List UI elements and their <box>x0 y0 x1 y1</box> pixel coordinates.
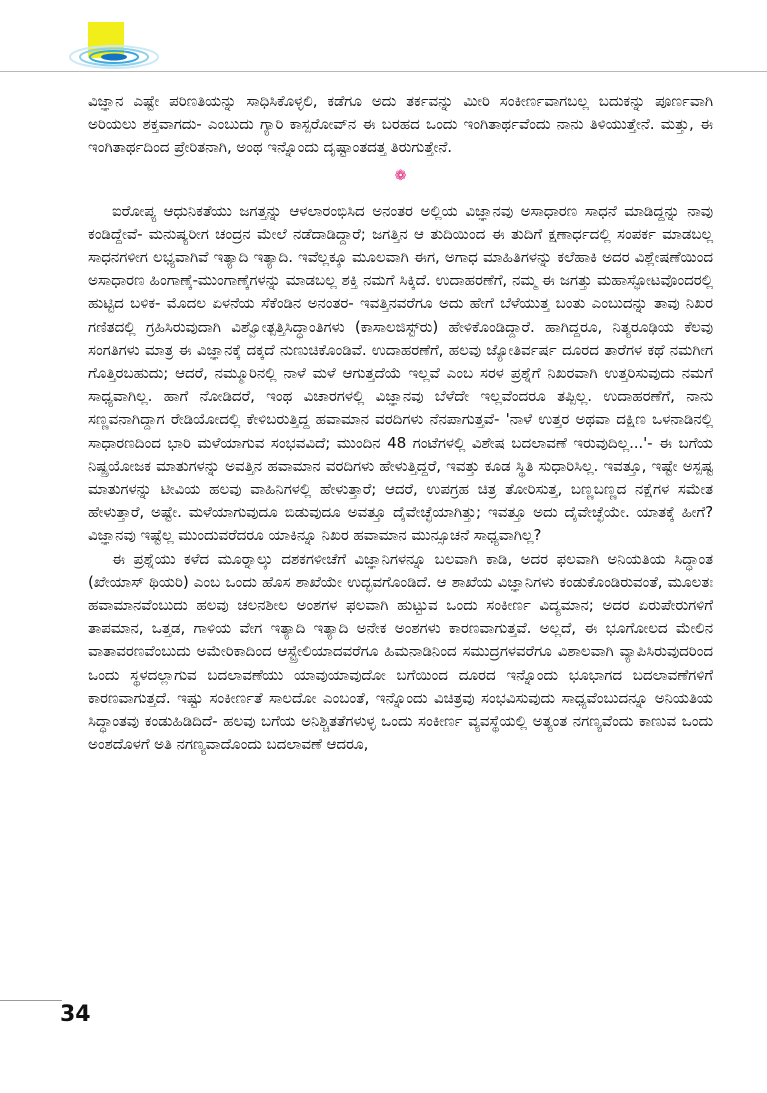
header-logo-ripple-icon <box>68 44 160 70</box>
paragraph-1: ವಿಜ್ಞಾನ ಎಷ್ಟೇ ಪರಿಣತಿಯನ್ನು ಸಾಧಿಸಿಕೊಳ್ಳಲಿ, ಕಡೆಗೂ ಅದು ತರ್ಕವನ್ನು ಮೀರಿ ಸಂಕೀರ್ಣವಾಗಬಲ್ಲ ಬದುಕನ್ನು ಪೂರ್ಣವಾಗಿ ಅರಿಯಲು ಶಕ್ತವಾಗದು- ಎಂಬುದು ಗ್ಯಾರಿ ಕಾಸ್ಪರೋವ್‌ನ ಈ ಬರಹದ ಒಂದು ಇಂಗಿತಾರ್ಥವೆಂದು ನಾನು ತಿಳಿಯುತ್ತೇನೆ. ಮತ್ತು, ಈ ಇಂಗಿತಾರ್ಥದಿಂದ ಪ್ರೇರಿತನಾಗಿ, ಅಂಥ ಇನ್ನೊಂದು ದೃಷ್ಟಾಂತದತ್ತ ತಿರುಗುತ್ತೇನೆ. <box>88 92 713 157</box>
footer-rule <box>0 1000 62 1001</box>
page-number: 34 <box>60 1002 91 1027</box>
paragraph-3: ಈ ಪ್ರಶ್ನೆಯು ಕಳೆದ ಮೂರ್‍ನಾಲ್ಕು ದಶಕಗಳೀಚೆಗೆ ವಿಜ್ಞಾನಿಗಳನ್ನೂ ಬಲವಾಗಿ ಕಾಡಿ, ಅದರ ಫಲವಾಗಿ ಅನಿಯತಿಯ ಸಿದ್ಧಾಂತ (ಖೇಯಾಸ್ ಥಿಯರಿ) ಎಂಬ ಒಂದು ಹೊಸ ಶಾಖೆಯೇ ಉದ್ಭವಗೊಂಡಿದೆ. ಆ ಶಾಖೆಯ ವಿಜ್ಞಾನಿಗಳು ಕಂಡುಕೊಂಡಿರುವಂತೆ, ಮೂಲತಃ ಹವಾಮಾನವೆಂಬುದು ಹಲವು ಚಲನಶೀಲ ಅಂಶಗಳ ಫಲವಾಗಿ ಹುಟ್ಟುವ ಒಂದು ಸಂಕೀರ್ಣ ವಿದ್ಯಮಾನ; ಅದರ ಏರುಪೇರುಗಳಿಗೆ ತಾಪಮಾನ, ಒತ್ತಡ, ಗಾಳಿಯ ವೇಗ ಇತ್ಯಾದಿ ಇತ್ಯಾದಿ ಅನೇಕ ಅಂಶಗಳು ಕಾರಣವಾಗುತ್ತವೆ. ಅಲ್ಲದೆ, ಈ ಭೂಗೋಲದ ಮೇಲಿನ ವಾತಾವರಣವೆಂಬುದು ಅಮೇರಿಕಾದಿಂದ ಆಸ್ಟ್ರೇಲಿಯಾದವರೆಗೂ ಹಿಮನಾಡಿನಿಂದ ಸಮುದ್ರಗಳವರೆಗೂ ವಿಶಾಲವಾಗಿ ವ್ಯಾಪಿಸಿರುವುದರಿಂದ ಒಂದು ಸ್ಥಳದಲ್ಲಾಗುವ ಬದಲಾವಣೆಯು ಯಾವುಯಾವುದೋ ಬಗೆಯಿಂದ ದೂರದ ಇನ್ನೊಂದು ಭೂಭಾಗದ ಬದಲಾವಣೆಗಳಿಗೆ ಕಾರಣವಾಗುತ್ತದೆ. ಇಷ್ಟು ಸಂಕೀರ್ಣತೆ ಸಾಲದೋ ಎಂಬಂತೆ, ಇನ್ನೊಂದು ವಿಚಿತ್ರವು ಸಂಭವಿಸುವುದು ಸಾಧ್ಯವೆಂಬುದನ್ನೂ ಅನಿಯತಿಯ ಸಿದ್ಧಾಂತವು ಕಂಡುಹಿಡಿದಿದೆ- ಹಲವು ಬಗೆಯ ಅನಿಶ್ಚಿತತೆಗಳುಳ್ಳ ಒಂದು ಸಂಕೀರ್ಣ ವ್ಯವಸ್ಥೆಯಲ್ಲಿ ಅತ್ಯಂತ ನಗಣ್ಯವೆಂದು ಕಾಣುವ ಒಂದು ಅಂಶದೊಳಗೆ ಅತಿ ನಗಣ್ಯವಾದೊಂದು ಬದಲಾವಣೆ ಆದರೂ, <box>88 549 713 754</box>
article-body <box>88 90 713 756</box>
header-rule <box>0 71 767 72</box>
paragraph-2: ಐರೋಪ್ಯ ಆಧುನಿಕತೆಯು ಜಗತ್ತನ್ನು ಆಳಲಾರಂಭಿಸಿದ ಅನಂತರ ಅಲ್ಲಿಯ ವಿಜ್ಞಾನವು ಅಸಾಧಾರಣ ಸಾಧನೆ ಮಾಡಿದ್ದನ್ನು ನಾವು ಕಂಡಿದ್ದೇವೆ- ಮನುಷ್ಯರೀಗ ಚಂದ್ರನ ಮೇಲೆ ನಡೆದಾಡಿದ್ದಾರೆ; ಜಗತ್ತಿನ ಆ ತುದಿಯಿಂದ ಈ ತುದಿಗೆ ಕ್ಷಣಾರ್ಧದಲ್ಲಿ ಸಂಪರ್ಕ ಮಾಡಬಲ್ಲ ಸಾಧನಗಳೀಗ ಲಭ್ಯವಾಗಿವೆ ಇತ್ಯಾದಿ ಇತ್ಯಾದಿ. ಇವೆಲ್ಲಕ್ಕೂ ಮೂಲವಾಗಿ ಈಗ, ಅಗಾಧ ಮಾಹಿತಿಗಳನ್ನು ಕಲೆಹಾಕಿ ಅದರ ವಿಶ್ಲೇಷಣೆಯಿಂದ ಅಸಾಧಾರಣ ಹಿಂಗಾಣ್ಕೆ-ಮುಂಗಾಣ್ಕೆಗಳನ್ನು ಮಾಡಬಲ್ಲ ಶಕ್ತಿ ನಮಗೆ ಸಿಕ್ಕಿದೆ. ಉದಾಹರಣೆಗೆ, ನಮ್ಮ ಈ ಜಗತ್ತು ಮಹಾಸ್ಫೋಟವೊಂದರಲ್ಲಿ ಹುಟ್ಟಿದ ಬಳಿಕ- ಮೊದಲ ಏಳನೆಯ ಸೆಕೆಂಡಿನ ಅನಂತರ- ಇವತ್ತಿನವರೆಗೂ ಅದು ಹೇಗೆ ಬೆಳೆಯುತ್ತ ಬಂತು ಎಂಬುದನ್ನು ತಾವು ನಿಖರ ಗಣಿತದಲ್ಲಿ ಗ್ರಹಿಸಿರುವುದಾಗಿ ವಿಶ್ವೋತ್ಪತ್ತಿಸಿದ್ಧಾಂತಿಗಳು (ಕಾಸಾಲಜಿಸ್ಟ್‌ರು) ಹೇಳಿಕೊಂಡಿದ್ದಾರೆ. ಹಾಗಿದ್ದರೂ, ನಿತ್ಯರೂಢಿಯ ಕೆಲವು ಸಂಗತಿಗಳು ಮಾತ್ರ ಈ ವಿಜ್ಞಾನಕ್ಕೆ ದಕ್ಕದೆ ನುಣುಚಿಕೊಂಡಿವೆ. ಉದಾಹರಣೆಗೆ, ಹಲವು ಜ್ಯೋತಿರ್ವರ್ಷ ದೂರದ ತಾರೆಗಳ ಕಥೆ ನಮಗೀಗ ಗೊತ್ತಿರಬಹುದು; ಆದರೆ, ನಮ್ಮೂರಿನಲ್ಲಿ ನಾಳೆ ಮಳೆ ಆಗುತ್ತದೆಯೆ ಇಲ್ಲವೆ ಎಂಬ ಸರಳ ಪ್ರಶ್ನೆಗೆ ನಿಖರವಾಗಿ ಉತ್ತರಿಸುವುದು ನಮಗೆ ಸಾಧ್ಯವಾಗಿಲ್ಲ. ಹಾಗೆ ನೋಡಿದರೆ, ಇಂಥ ವಿಚಾರಗಳಲ್ಲಿ ವಿಜ್ಞಾನವು ಬೆಳೆದೇ ಇಲ್ಲವೆಂದರೂ ತಪ್ಪಿಲ್ಲ. ಉದಾಹರಣೆಗೆ, ನಾನು ಸಣ್ಣವನಾಗಿದ್ದಾಗ ರೇಡಿಯೋದಲ್ಲಿ ಕೇಳಿಬರುತ್ತಿದ್ದ ಹವಾಮಾನ ವರದಿಗಳು ನೆನಪಾಗುತ್ತವೆ- 'ನಾಳೆ ಉತ್ತರ ಅಥವಾ ದಕ್ಷಿಣ ಒಳನಾಡಿನಲ್ಲಿ ಸಾಧಾರಣದಿಂದ ಭಾರಿ ಮಳೆಯಾಗುವ ಸಂಭವವಿದೆ; ಮುಂದಿನ 48 ಗಂಟೆಗಳಲ್ಲಿ ವಿಶೇಷ ಬದಲಾವಣೆ ಇರುವುದಿಲ್ಲ...'- ಈ ಬಗೆಯ ನಿಷ್ಪ್ರಯೋಜಕ ಮಾತುಗಳನ್ನು ಅವತ್ತಿನ ಹವಾಮಾನ ವರದಿಗಳು ಹೇಳುತ್ತಿದ್ದರೆ, ಇವತ್ತು ಕೂಡ ಸ್ಥಿತಿ ಸುಧಾರಿಸಿಲ್ಲ. ಇವತ್ತೂ, ಇಷ್ಟೇ ಅಸ್ಪಷ್ಟ ಮಾತುಗಳನ್ನು ಟೀವಿಯ ಹಲವು ವಾಹಿನಿಗಳಲ್ಲಿ ಹೇಳುತ್ತಾರೆ; ಆದರೆ, ಉಪಗ್ರಹ ಚಿತ್ರ ತೋರಿಸುತ್ತ, ಬಣ್ಣಬಣ್ಣದ ನಕ್ಷೆಗಳ ಸಮೇತ ಹೇಳುತ್ತಾರೆ, ಅಷ್ಟೇ. ಮಳೆಯಾಗುವುದೂ ಬಿಡುವುದೂ ಅವತ್ತೂ ದೈವೇಚ್ಛೆಯಾಗಿತ್ತು; ಇವತ್ತೂ ಅದು ದೈವೇಚ್ಛೆಯೇ. ಯಾತಕ್ಕೆ ಹೀಗೆ? ವಿಜ್ಞಾನವು ಇಷ್ಟೆಲ್ಲ ಮುಂದುವರೆದರೂ ಯಾಕಿನ್ನೂ ನಿಖರ ಹವಾಮಾನ ಮುನ್ಸೂಚನೆ ಸಾಧ್ಯವಾಗಿಲ್ಲ? <box>88 201 713 545</box>
section-ornament-icon: ❁ <box>394 167 407 184</box>
